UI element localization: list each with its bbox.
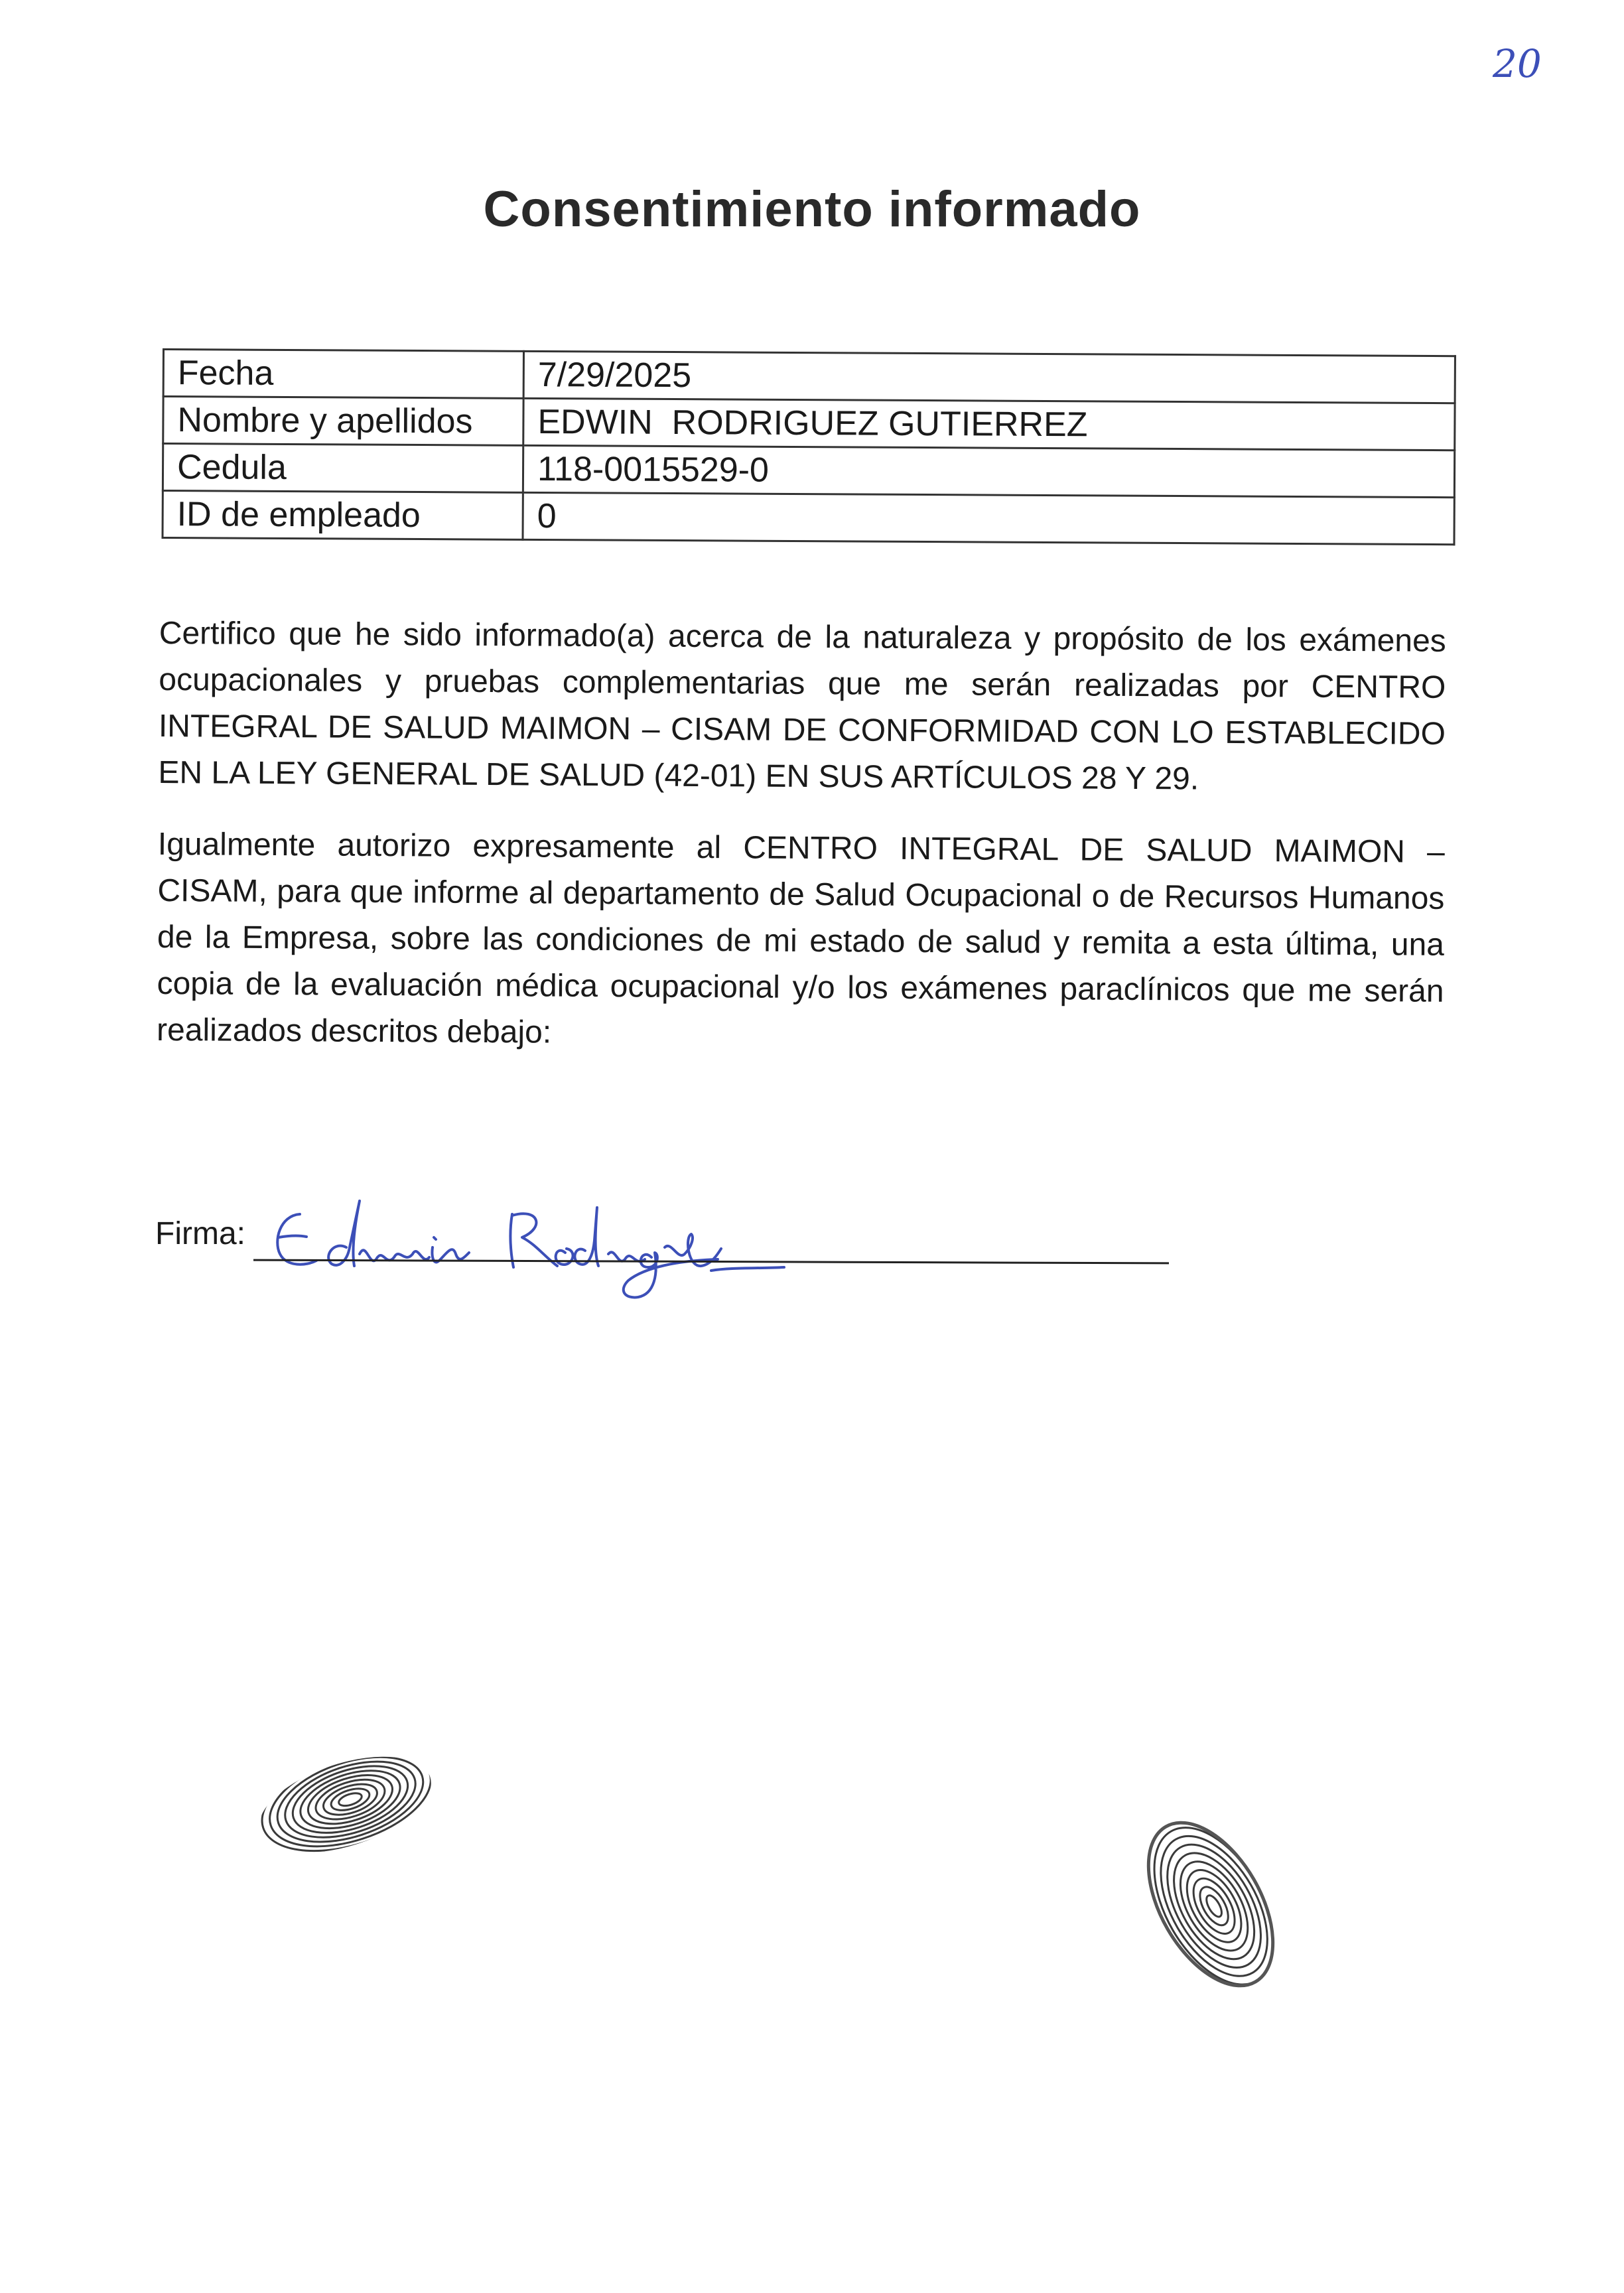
cedula-value: 118-0015529-0	[523, 445, 1454, 497]
document-title: Consentimiento informado	[483, 181, 1141, 238]
fecha-label: Fecha	[163, 350, 523, 399]
fingerprint-right-icon	[1128, 1818, 1327, 2017]
cedula-label: Cedula	[163, 444, 523, 493]
signature-label: Firma:	[155, 1216, 245, 1251]
nombre-label: Nombre y apellidos	[163, 397, 523, 446]
table-row	[163, 350, 1455, 403]
fingerprint-left-icon	[245, 1738, 444, 1871]
handwritten-signature	[253, 1174, 917, 1307]
table-row	[163, 397, 1455, 451]
fecha-value: 7/29/2025	[523, 351, 1455, 403]
id-empleado-value: 0	[523, 492, 1454, 544]
consent-body	[157, 610, 1446, 1087]
table-row	[163, 491, 1454, 545]
info-table	[161, 348, 1455, 545]
consent-paragraph-2: Igualmente autorizo expresamente al CENTRO INTEGRAL DE SALUD MAIMON – CISAM, para que informe al departamento de Salud Ocupacional o de Recursos Humanos de la Empresa, sobre las condiciones de mi estado de salud y remita a esta última, una copia de la evaluación médica ocupacional y/o los exámenes paraclínicos que me serán realizados descritos debajo:	[156, 826, 1445, 1050]
consent-paragraph-1: Certifico que he sido informado(a) acerca de la naturaleza y propósito de los exámenes ocupacionales y pruebas complementarias que me serán realizadas por CENTRO INTEGRAL DE SALUD MAIMON – CISAM DE CONFORMIDAD CON LO ESTABLECIDO EN LA LEY GENERAL DE SALUD (42-01) EN SUS ARTÍCULOS 28 Y 29.	[158, 615, 1446, 797]
page-number: 20	[1493, 41, 1542, 86]
nombre-value: EDWIN RODRIGUEZ GUTIERREZ	[523, 398, 1455, 450]
signature-block	[155, 1188, 1177, 1294]
table-row	[163, 444, 1454, 498]
id-empleado-label: ID de empleado	[163, 491, 523, 540]
